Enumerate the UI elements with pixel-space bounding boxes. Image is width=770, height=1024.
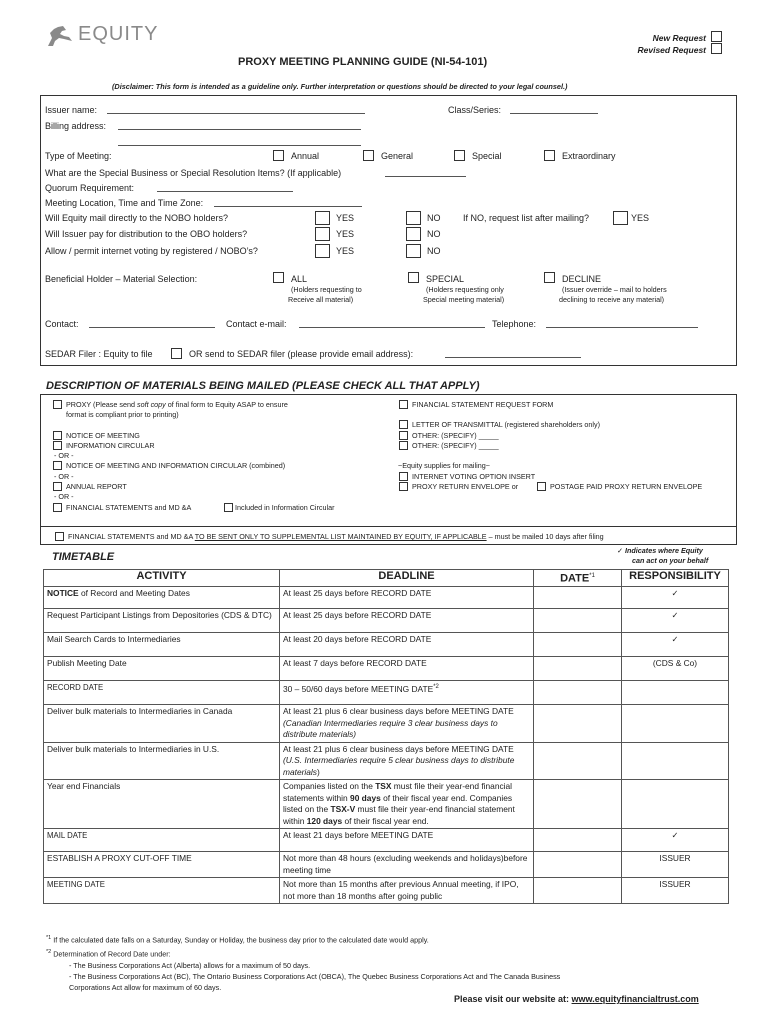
horse-logo-icon	[44, 24, 74, 48]
extraordinary-checkbox[interactable]	[544, 150, 555, 161]
letter-checkbox[interactable]	[399, 420, 408, 429]
activity-cell: ESTABLISH A PROXY CUT-OFF TIME	[44, 852, 280, 878]
billing-field-1[interactable]	[118, 121, 361, 130]
issuer-name-field[interactable]	[107, 105, 365, 114]
sedar-filer-label: OR send to SEDAR filer (please provide email address):	[189, 349, 414, 359]
deadline-cell: At least 25 days before RECORD DATE	[280, 609, 534, 633]
nobo-mail-label: Will Equity mail directly to the NOBO holders?	[45, 213, 229, 223]
annual-label: Annual	[291, 151, 320, 161]
nobo-yes-checkbox[interactable]	[315, 211, 330, 225]
date-cell[interactable]	[534, 705, 622, 743]
materials-heading: DESCRIPTION OF MATERIALS BEING MAILED (PLEASE CHECK ALL THAT APPLY)	[46, 380, 480, 392]
telephone-label: Telephone:	[492, 319, 537, 329]
nobo-no-label: NO	[427, 213, 441, 223]
decline-sub-2: declining to receive any material)	[559, 295, 665, 304]
other-1-label: OTHER: (SPECIFY) _____	[412, 431, 499, 440]
all-checkbox[interactable]	[273, 272, 284, 283]
table-row	[44, 609, 729, 633]
table-row	[44, 829, 729, 852]
billing-label: Billing address:	[45, 121, 107, 131]
beneficial-label: Beneficial Holder – Material Selection:	[45, 274, 198, 284]
contact-label: Contact:	[45, 319, 79, 329]
proxy-label: PROXY (Please send soft copy of final form to Equity ASAP to ensure	[66, 400, 288, 409]
special-business-field[interactable]	[385, 168, 466, 177]
or-separator-3: - OR -	[54, 492, 74, 501]
date-cell[interactable]	[534, 681, 622, 705]
date-cell[interactable]	[534, 780, 622, 829]
general-checkbox[interactable]	[363, 150, 374, 161]
deadline-cell: Not more than 15 months after previous Annual meeting, if IPO, not more than 18 months after going public	[280, 878, 534, 904]
class-series-field[interactable]	[510, 105, 598, 114]
nobo-no-checkbox[interactable]	[406, 211, 421, 225]
footnote-1: $^{*1}$ If the calculated date falls on a Saturday, Sunday or Holiday, the business day prior to the calculated date would apply.	[46, 935, 429, 945]
col-responsibility: RESPONSIBILITY	[622, 570, 729, 587]
new-request-label: New Request	[652, 33, 706, 43]
special-selection-checkbox[interactable]	[408, 272, 419, 283]
responsibility-cell: ISSUER	[622, 852, 729, 878]
col-date: DATE$^{*1}$	[534, 570, 622, 587]
responsibility-cell	[622, 681, 729, 705]
materials-divider	[40, 526, 737, 527]
footnote-2c: Corporations Act allow for maximum of 60 days.	[69, 983, 222, 992]
table-row	[44, 878, 729, 904]
or-separator-1: - OR -	[54, 451, 74, 460]
included-circular-checkbox[interactable]	[224, 503, 233, 512]
check-icon: ✓	[617, 546, 624, 555]
deadline-cell: At least 21 days before MEETING DATE	[280, 829, 534, 852]
deadline-cell: At least 21 plus 6 clear business days before MEETING DATE (U.S. Intermediaries require 5 clear business days to distribute materials)	[280, 742, 534, 780]
special-label: Special	[472, 151, 502, 161]
other-2-checkbox[interactable]	[399, 441, 408, 450]
notice-circular-label: NOTICE OF MEETING AND INFORMATION CIRCULAR (combined)	[66, 461, 286, 470]
postage-label: POSTAGE PAID PROXY RETURN ENVELOPE	[550, 482, 703, 491]
voting-yes-checkbox[interactable]	[315, 244, 330, 258]
new-request-checkbox[interactable]	[711, 31, 722, 42]
postage-checkbox[interactable]	[537, 482, 546, 491]
logo-text: EQUITY	[78, 23, 159, 45]
quorum-field[interactable]	[157, 183, 293, 192]
table-row	[44, 657, 729, 681]
fin-md-label: FINANCIAL STATEMENTS and MD &A	[66, 503, 192, 512]
contact-email-field[interactable]	[299, 319, 485, 328]
disclaimer: (Disclaimer: This form is intended as a guideline only. Further interpretation or questions should be directed to your legal counsel.)	[112, 82, 568, 91]
date-cell[interactable]	[534, 829, 622, 852]
table-row	[44, 681, 729, 705]
table-row	[44, 852, 729, 878]
deadline-cell: At least 7 days before RECORD DATE	[280, 657, 534, 681]
supplemental-checkbox[interactable]	[55, 532, 64, 541]
col-deadline: DEADLINE	[280, 570, 534, 587]
special-selection-label: SPECIAL	[426, 274, 465, 284]
notice-checkbox[interactable]	[53, 431, 62, 440]
activity-cell: Year end Financials	[44, 780, 280, 829]
date-cell[interactable]	[534, 878, 622, 904]
website-link[interactable]: www.equityfinancialtrust.com	[571, 994, 699, 1004]
all-sub-1: (Holders requesting to	[291, 285, 362, 294]
activity-cell: Mail Search Cards to Intermediaries	[44, 633, 280, 657]
footnote-2b: - The Business Corporations Act (BC), The Ontario Business Corporations Act (OBCA), The Quebec Business Corporations Act and The Canada Business	[69, 972, 561, 981]
class-series-label: Class/Series:	[448, 105, 502, 115]
type-of-meeting-label: Type of Meeting:	[45, 151, 112, 161]
responsibility-cell: ISSUER	[622, 878, 729, 904]
internet-voting-label: Allow / permit internet voting by registered / NOBO’s?	[45, 246, 258, 256]
responsibility-cell: ✓	[622, 609, 729, 633]
revised-request-label: Revised Request	[637, 45, 706, 55]
indicates-note: ✓ Indicates where Equity	[617, 546, 703, 555]
deadline-cell: 30 – 50/60 days before MEETING DATE$^{*2}$	[280, 681, 534, 705]
activity-cell: Publish Meeting Date	[44, 657, 280, 681]
col-activity: ACTIVITY	[44, 570, 280, 587]
activity-cell: MAIL DATE	[44, 829, 280, 852]
supplies-label: ~Equity supplies for mailing~	[398, 461, 490, 470]
obo-no-checkbox[interactable]	[406, 227, 421, 241]
date-cell[interactable]	[534, 587, 622, 609]
activity-cell: NOTICE of Record and Meeting Dates	[44, 587, 280, 609]
date-cell[interactable]	[534, 852, 622, 878]
if-no-label: If NO, request list after mailing?	[463, 213, 590, 223]
decline-sub-1: (Issuer override – mail to holders	[562, 285, 667, 294]
quorum-label: Quorum Requirement:	[45, 183, 135, 193]
voting-no-checkbox[interactable]	[406, 244, 421, 258]
circular-label: INFORMATION CIRCULAR	[66, 441, 155, 450]
activity-cell: Deliver bulk materials to Intermediaries in U.S.	[44, 742, 280, 780]
date-cell[interactable]	[534, 742, 622, 780]
issuer-pay-label: Will Issuer pay for distribution to the OBO holders?	[45, 229, 248, 239]
fin-request-label: FINANCIAL STATEMENT REQUEST FORM	[412, 400, 554, 409]
supplemental-label: FINANCIAL STATEMENTS and MD &A TO BE SENT ONLY TO SUPPLEMENTAL LIST MAINTAINED BY EQUITY, IF APPLICABLE – must be mailed 10 days after filing	[68, 532, 604, 541]
deadline-cell: Not more than 48 hours (excluding weekends and holidays)before meeting time	[280, 852, 534, 878]
deadline-cell: At least 21 plus 6 clear business days before MEETING DATE (Canadian Intermediaries require 3 clear business days to distribute materials)	[280, 705, 534, 743]
page-title: PROXY MEETING PLANNING GUIDE (NI-54-101)	[238, 56, 488, 68]
date-cell[interactable]	[534, 657, 622, 681]
notice-label: NOTICE OF MEETING	[66, 431, 140, 440]
annual-report-label: ANNUAL REPORT	[66, 482, 127, 491]
request-list-checkbox[interactable]	[613, 211, 628, 225]
responsibility-cell: ✓	[622, 587, 729, 609]
responsibility-cell: (CDS & Co)	[622, 657, 729, 681]
insert-checkbox[interactable]	[399, 472, 408, 481]
fin-request-checkbox[interactable]	[399, 400, 408, 409]
insert-label: INTERNET VOTING OPTION INSERT	[412, 472, 536, 481]
table-row	[44, 633, 729, 657]
responsibility-cell	[622, 705, 729, 743]
obo-no-label: NO	[427, 229, 441, 239]
deadline-cell: At least 20 days before RECORD DATE	[280, 633, 534, 657]
table-row	[44, 742, 729, 780]
indicates-note-2: can act on your behalf	[632, 556, 709, 565]
date-cell[interactable]	[534, 609, 622, 633]
responsibility-cell	[622, 742, 729, 780]
notice-circular-checkbox[interactable]	[53, 461, 62, 470]
other-2-label: OTHER: (SPECIFY) _____	[412, 441, 499, 450]
location-field[interactable]	[214, 198, 362, 207]
circular-checkbox[interactable]	[53, 441, 62, 450]
contact-email-label: Contact e-mail:	[226, 319, 287, 329]
envelope-checkbox[interactable]	[399, 482, 408, 491]
table-header-row	[44, 570, 729, 587]
proxy-label-2: format is compliant prior to printing)	[66, 410, 179, 419]
annual-checkbox[interactable]	[273, 150, 284, 161]
timetable-table	[43, 569, 729, 904]
fin-md-checkbox[interactable]	[53, 503, 62, 512]
revised-request-checkbox[interactable]	[711, 43, 722, 54]
responsibility-cell: ✓	[622, 829, 729, 852]
proxy-checkbox[interactable]	[53, 400, 62, 409]
other-1-checkbox[interactable]	[399, 431, 408, 440]
nobo-yes-label: YES	[336, 213, 355, 223]
table-row	[44, 705, 729, 743]
issuer-name-label: Issuer name:	[45, 105, 98, 115]
decline-checkbox[interactable]	[544, 272, 555, 283]
extraordinary-label: Extraordinary	[562, 151, 616, 161]
footnote-2a: - The Business Corporations Act (Alberta) allows for a maximum of 50 days.	[69, 961, 311, 970]
table-row	[44, 780, 729, 829]
activity-cell: Deliver bulk materials to Intermediaries in Canada	[44, 705, 280, 743]
obo-yes-checkbox[interactable]	[315, 227, 330, 241]
footnote-2: $^{*2}$ Determination of Record Date under:	[46, 949, 171, 959]
special-sub-1: (Holders requesting only	[426, 285, 504, 294]
all-sub-2: Receive all material)	[288, 295, 354, 304]
letter-label: LETTER OF TRANSMITTAL (registered shareholders only)	[412, 420, 600, 429]
activity-cell: Request Participant Listings from Depositories (CDS & DTC)	[44, 609, 280, 633]
voting-yes-label: YES	[336, 246, 355, 256]
responsibility-cell: ✓	[622, 633, 729, 657]
website-line: Please visit our website at: www.equityfinancialtrust.com	[454, 994, 699, 1004]
obo-yes-label: YES	[336, 229, 355, 239]
deadline-cell: At least 25 days before RECORD DATE	[280, 587, 534, 609]
responsibility-cell	[622, 780, 729, 829]
general-label: General	[381, 151, 414, 161]
deadline-cell: Companies listed on the TSX must file their year-end financial statements within 90 days of their fiscal year end. Companies listed on the TSX-V must file their year-end financial statement within 120 days of their fiscal year end.	[280, 780, 534, 829]
special-business-label: What are the Special Business or Special Resolution Items? (If applicable)	[45, 168, 342, 178]
billing-field-2[interactable]	[118, 137, 361, 146]
included-circular-label: Included in Information Circular	[235, 503, 335, 512]
timetable-heading: TIMETABLE	[52, 551, 115, 563]
table-row	[44, 587, 729, 609]
contact-field[interactable]	[89, 319, 215, 328]
special-checkbox[interactable]	[454, 150, 465, 161]
request-list-yes-label: YES	[631, 213, 650, 223]
all-label: ALL	[291, 274, 308, 284]
sedar-email-field[interactable]	[445, 349, 581, 358]
envelope-label: PROXY RETURN ENVELOPE or	[412, 482, 519, 491]
sedar-equity-checkbox[interactable]	[171, 348, 182, 359]
annual-report-checkbox[interactable]	[53, 482, 62, 491]
date-cell[interactable]	[534, 633, 622, 657]
or-separator-2: - OR -	[54, 472, 74, 481]
decline-label: DECLINE	[562, 274, 602, 284]
sedar-label: SEDAR Filer : Equity to file	[45, 349, 153, 359]
activity-cell: MEETING DATE	[44, 878, 280, 904]
voting-no-label: NO	[427, 246, 441, 256]
special-sub-2: Special meeting material)	[423, 295, 505, 304]
location-label: Meeting Location, Time and Time Zone:	[45, 198, 204, 208]
activity-cell: RECORD DATE	[44, 681, 280, 705]
telephone-field[interactable]	[546, 319, 698, 328]
